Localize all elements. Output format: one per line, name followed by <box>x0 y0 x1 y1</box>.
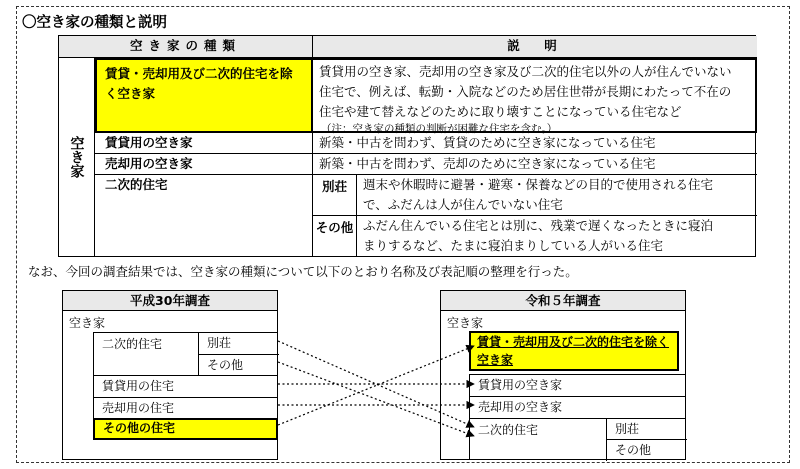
desc-rental: 新築・中古を問わず、賃貸のために空き家になっている住宅 <box>313 133 757 154</box>
type-rental: 賃貸用の空き家 <box>95 133 313 154</box>
h30-other: その他 <box>198 354 279 376</box>
arrow-other <box>278 362 474 436</box>
h30-villa: 別荘 <box>198 333 279 355</box>
type-secondary: 二次的住宅 <box>95 175 313 257</box>
desc-sale: 新築・中古を問わず、売却のために空き家になっている住宅 <box>313 154 757 175</box>
group-label-vacant: 空き家 <box>59 58 95 257</box>
h30-others-house: その他の住宅 <box>93 418 278 440</box>
type-sale: 売却用の空き家 <box>95 154 313 175</box>
r5-sale: 売却用の空き家 <box>469 396 686 418</box>
sub-villa-desc: 週末や休暇時に避暑・避寒・保養などの目的で使用される住宅 で、ふだんは人が住んでいない住宅 <box>357 175 757 216</box>
desc-excluded: 賃貸用の空き家、売却用の空き家及び二次的住宅以外の人が住んでいない 住宅で、例えば、転勤・入院などのため居住世帯が長期にわたって不在の 住宅や建て替えなどのために取り壊すことになっている住宅など （注：空き家の種類の判断が困難な住宅を含む。） <box>313 58 757 133</box>
r5-excluded: 賃貸・売却用及び二次的住宅を除く空き家 <box>469 331 679 371</box>
arrow-others-house <box>278 346 474 425</box>
desc-note: （注：空き家の種類の判断が困難な住宅を含む。） <box>321 123 558 135</box>
column-header-type: 空き家の種類 <box>59 36 313 58</box>
column-header-description: 説 明 <box>313 36 757 58</box>
sub-other-desc: ふだん住んでいる住宅とは別に、残業で遅くなったときに寝泊 まりするなど、たまに寝泊まりしている人がいる住宅 <box>363 218 714 253</box>
r5-root: 空き家 <box>447 316 484 330</box>
sub-villa-label: 別荘 <box>313 175 357 216</box>
sub-other-label: その他 <box>313 216 357 257</box>
r5-rental: 賃貸用の空き家 <box>469 374 686 396</box>
section-heading: 〇空き家の種類と説明 <box>22 15 167 31</box>
r5-villa: 別荘 <box>606 419 687 440</box>
h30-root: 空き家 <box>69 316 106 330</box>
type-excluded: 賃貸・売却用及び二次的住宅を除く空き家 <box>95 58 313 133</box>
reorganization-note: なお、今回の調査結果では、空き家の種類について以下のとおり名称及び表記順の整理を行った。 <box>28 264 578 279</box>
r5-other: その他 <box>606 439 687 461</box>
h30-title: 平成30年調査 <box>63 291 277 311</box>
r5-secondary: 二次的住宅 <box>478 423 539 437</box>
h30-rental: 賃貸用の住宅 <box>93 375 278 397</box>
r5-title: 令和５年調査 <box>441 291 685 311</box>
h30-sale: 売却用の住宅 <box>93 397 278 419</box>
h30-secondary: 二次的住宅 <box>102 337 163 351</box>
